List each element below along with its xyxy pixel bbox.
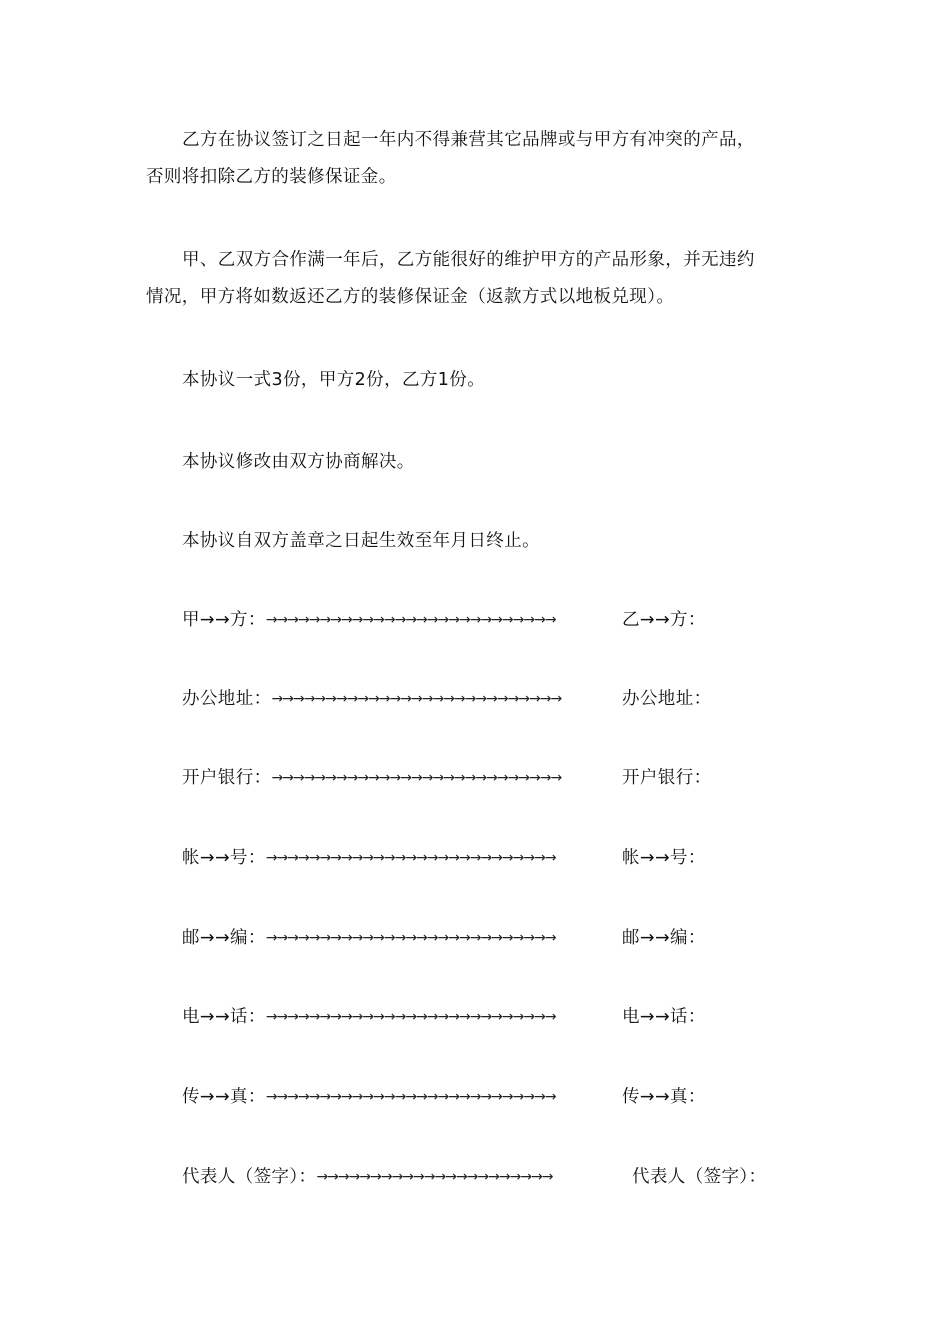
tab-marks: →→→→→→→→→→→→→→→→→→→→→→→→→→→ [265, 612, 556, 628]
party-b-representative-label: 代表人（签字）： [632, 1167, 767, 1187]
party-a-office-address-label: 办公地址： [182, 689, 272, 709]
party-a-bank-label: 开户银行： [182, 768, 272, 788]
paragraph-exclusivity [146, 122, 826, 196]
tab-marks: →→→→→→→→→→→→→→→→→→→→→→→→→→→ [271, 691, 562, 707]
party-b-fax-label: 传→→真： [622, 1087, 706, 1107]
tab-marks: →→→→→→→→→→→→→→→→→→→→→→→→→→→ [271, 770, 562, 786]
paragraph-line: 甲、乙双方合作满一年后，乙方能很好的维护甲方的产品形象，并无违约 [182, 250, 755, 270]
party-b-office-address-label: 办公地址： [622, 689, 712, 709]
paragraph-amendment [146, 444, 826, 481]
paragraph-line: 情况，甲方将如数返还乙方的装修保证金（返款方式以地板兑现）。 [146, 287, 675, 307]
party-b-account-label: 帐→→号： [622, 848, 706, 868]
paragraph-line: 本协议自双方盖章之日起生效至年月日终止。 [182, 531, 540, 551]
signature-row-phone [182, 1002, 706, 1032]
paragraph-deposit-refund [146, 242, 826, 316]
tab-marks: →→→→→→→→→→→→→→→→→→→→→→→→→→→ [265, 930, 556, 946]
tab-marks: →→→→→→→→→→→→→→→→→→→→→→ [316, 1169, 553, 1185]
paragraph-effective-date [146, 523, 826, 560]
party-a-postcode-label: 邮→→编： [182, 928, 266, 948]
paragraph-copies [146, 362, 826, 399]
tab-marks: →→→→→→→→→→→→→→→→→→→→→→→→→→→ [265, 850, 556, 866]
party-b-label: 乙→→方： [622, 610, 706, 630]
party-b-phone-label: 电→→话： [622, 1007, 706, 1027]
party-a-label: 甲→→方： [182, 610, 266, 630]
party-a-fax-label: 传→→真： [182, 1087, 266, 1107]
paragraph-line: 本协议一式3份，甲方2份，乙方1份。 [182, 370, 486, 390]
paragraph-line: 本协议修改由双方协商解决。 [182, 452, 415, 472]
party-a-phone-label: 电→→话： [182, 1007, 266, 1027]
signature-row-account [182, 843, 706, 873]
paragraph-line: 乙方在协议签订之日起一年内不得兼营其它品牌或与甲方有冲突的产品， [182, 130, 755, 150]
signature-row-party [182, 605, 706, 635]
party-b-postcode-label: 邮→→编： [622, 928, 706, 948]
signature-row-representative [182, 1162, 767, 1192]
signature-row-office-address [182, 684, 712, 714]
paragraph-line: 否则将扣除乙方的装修保证金。 [146, 167, 397, 187]
party-b-bank-label: 开户银行： [622, 768, 712, 788]
tab-marks: →→→→→→→→→→→→→→→→→→→→→→→→→→→ [265, 1089, 556, 1105]
party-a-representative-label: 代表人（签字）： [182, 1167, 317, 1187]
signature-row-bank [182, 763, 712, 793]
signature-row-fax [182, 1082, 706, 1112]
tab-marks: →→→→→→→→→→→→→→→→→→→→→→→→→→→ [265, 1009, 556, 1025]
signature-row-postcode [182, 923, 706, 953]
party-a-account-label: 帐→→号： [182, 848, 266, 868]
